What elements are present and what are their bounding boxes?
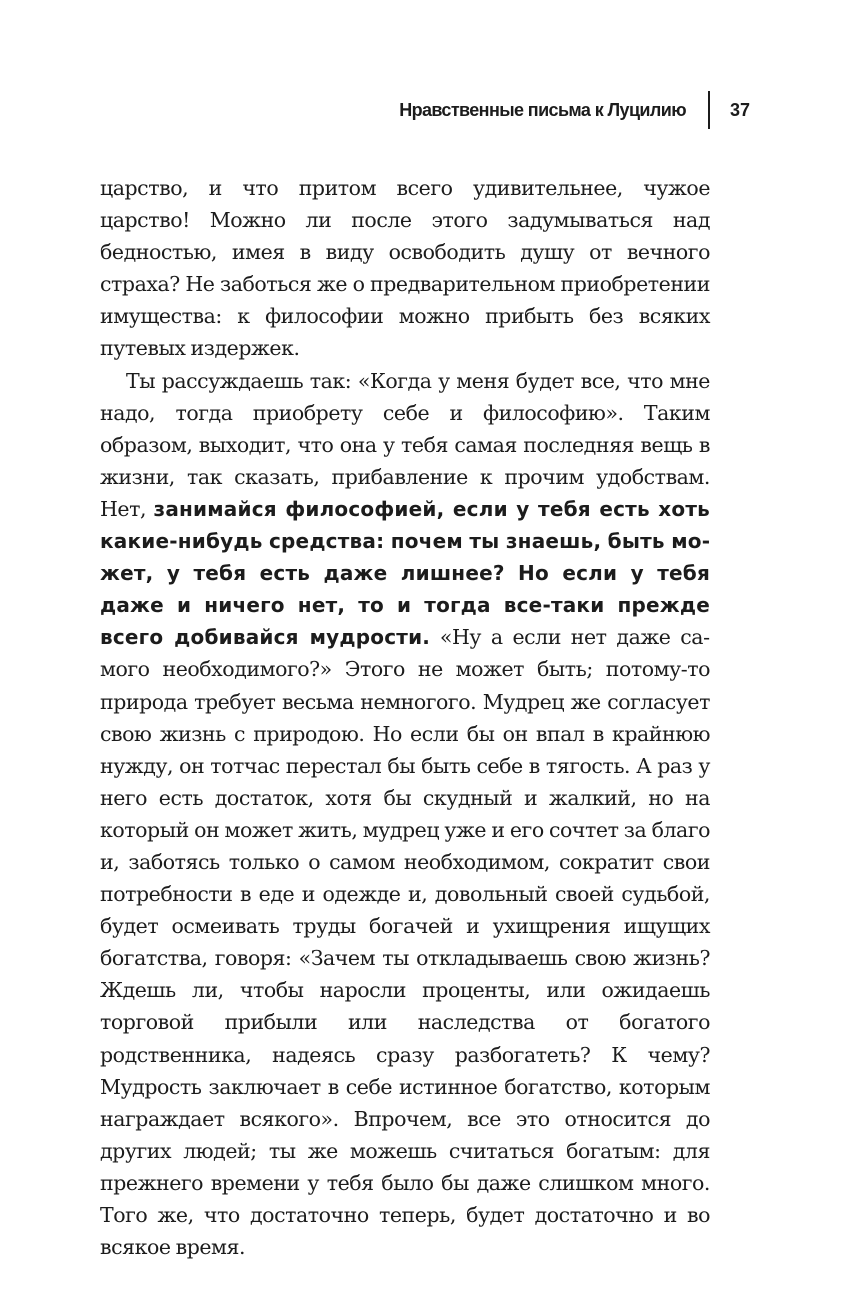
running-header-title: Нравственные письма к Луцилию: [399, 99, 686, 120]
paragraph-2-lead-text: Ты рассуждаешь так: «Когда у меня будет все, что мне надо, тогда приобрету себе и философию». Таким образом, выходит, что она у тебя самая последняя вещь в жизни, так сказать, прибавление к прочим удобствам. Нет,: [100, 368, 710, 521]
emphasized-passage: занимайся философией, если у тебя есть хоть какие-нибудь средства: почем ты знаешь, быть может, у тебя есть даже лишнее? Но если у тебя даже и ничего нет, то и тогда все-таки прежде всего добивайся мудрости.: [100, 496, 710, 650]
body-text: [100, 172, 710, 1263]
page-number: 37: [729, 99, 750, 120]
paragraph-2: [100, 365, 710, 1264]
paragraph-2-tail-text: «Ну а если нет даже самого необходимого?» Этого не может быть; потому-то природа требует весьма немногого. Мудрец же согласует свою жизнь с природою. Но если бы он впал в крайнюю нужду, он тотчас перестал бы быть себе в тягость. А раз у него есть достаток, хотя бы скудный и жалкий, но на который он может жить, мудрец уже и его сочтет за благо и, заботясь только о самом необходимом, сократит свои потребности в еде и одежде и, довольный своей судьбой, будет осмеивать труды богачей и ухищрения ищущих богатства, говоря: «Зачем ты откладываешь свою жизнь? Ждешь ли, чтобы наросли проценты, или ожидаешь торговой прибыли или наследства от богатого родственника, надеясь сразу разбогатеть? К чему? Мудрость заключает в себе истинное богатство, которым награждает всякого». Впрочем, все это относится до других людей; ты же можешь считаться богатым: для прежнего времени у тебя было бы даже слишком много. Того же, что достаточно теперь, будет достаточно и во всякое время.: [100, 625, 710, 1260]
paragraph-1: царство, и что притом всего удивительнее, чужое царство! Можно ли после этого задумываться над бедностью, имея в виду освободить душу от вечного страха? Не заботься же о предварительном приобретении имущества: к философии можно прибыть без всяких путевых издержек.: [100, 176, 710, 361]
running-header: [399, 90, 750, 130]
header-divider: [708, 91, 710, 129]
